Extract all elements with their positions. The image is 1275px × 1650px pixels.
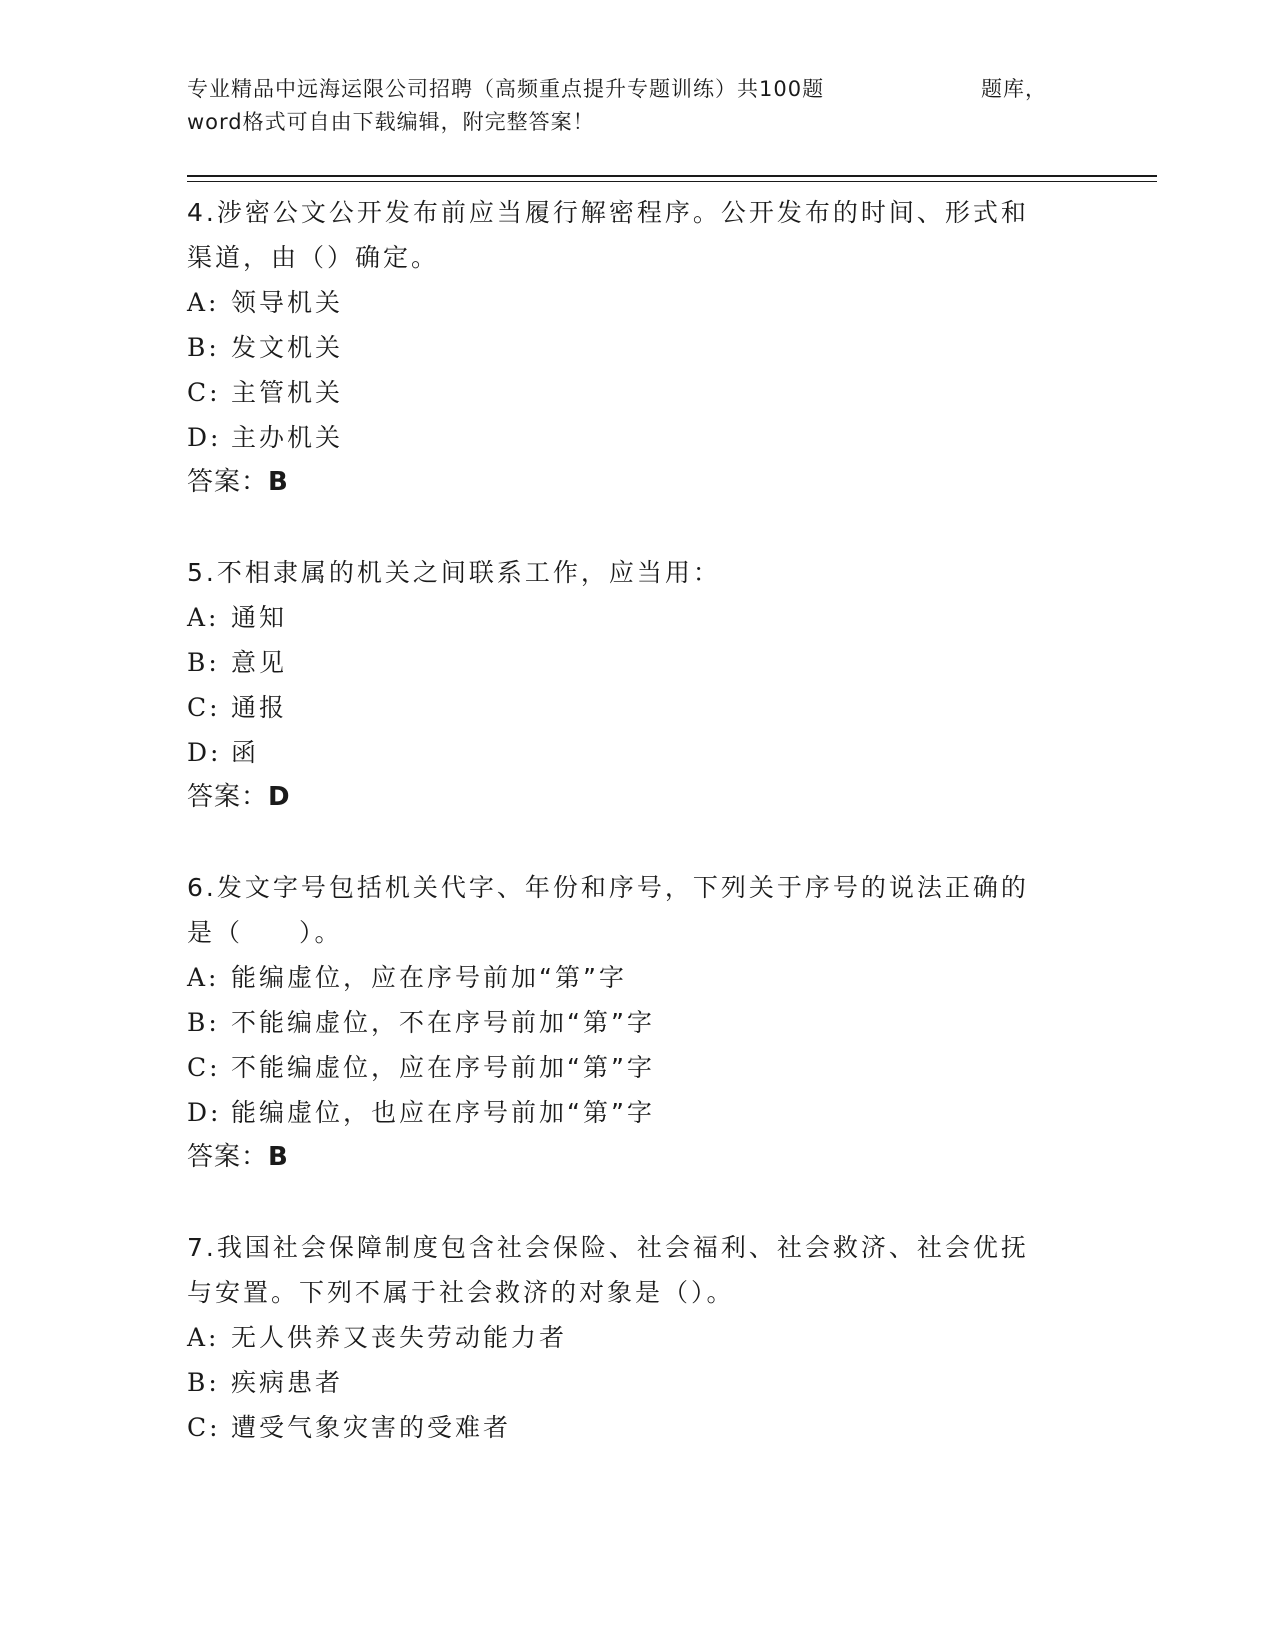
option-label: C: xyxy=(187,1053,221,1082)
question-item xyxy=(187,865,1067,1179)
question-stem-line: 是（ ）。 xyxy=(187,918,343,947)
header-line-2: word格式可自由下载编辑，附完整答案！ xyxy=(187,110,595,134)
answer-line xyxy=(187,775,1067,819)
question-stem-line: 4.涉密公文公开发布前应当履行解密程序。公开发布的时间、形式和 xyxy=(187,198,1029,227)
option-b xyxy=(187,1360,1067,1405)
question-stem-line: 渠道，由（）确定。 xyxy=(187,243,440,272)
header-divider-thin xyxy=(187,181,1157,182)
option-text: 发文机关 xyxy=(231,333,344,362)
option-text: 无人供养又丧失劳动能力者 xyxy=(231,1323,568,1352)
option-b xyxy=(187,325,1067,370)
option-text: 不能编虚位，应在序号前加“第”字 xyxy=(231,1053,655,1082)
question-stem-line: 5.不相隶属的机关之间联系工作，应当用： xyxy=(187,558,721,587)
option-label: B: xyxy=(187,1008,220,1037)
option-label: C: xyxy=(187,693,221,722)
option-text: 函 xyxy=(231,738,260,767)
answer-line xyxy=(187,460,1067,504)
header-line-1 xyxy=(187,73,1047,106)
option-text: 主管机关 xyxy=(231,378,344,407)
question-stem-line: 与安置。下列不属于社会救济的对象是（）。 xyxy=(187,1278,735,1307)
option-label: C: xyxy=(187,1413,221,1442)
option-label: A: xyxy=(187,288,220,317)
option-label: A: xyxy=(187,603,220,632)
question-list xyxy=(187,190,1067,1496)
option-c xyxy=(187,1405,1067,1450)
page-header xyxy=(187,73,1067,139)
option-label: B: xyxy=(187,1368,220,1397)
option-text: 遭受气象灾害的受难者 xyxy=(231,1413,512,1442)
option-label: D: xyxy=(187,738,222,767)
option-text: 意见 xyxy=(231,648,288,677)
option-label: A: xyxy=(187,1323,220,1352)
option-a xyxy=(187,280,1067,325)
option-label: D: xyxy=(187,423,222,452)
question-stem-line: 6.发文字号包括机关代字、年份和序号，下列关于序号的说法正确的 xyxy=(187,873,1029,902)
option-text: 疾病患者 xyxy=(231,1368,344,1397)
answer-prefix: 答案： xyxy=(187,782,269,812)
header-title: 专业精品中远海运限公司招聘（高频重点提升专题训练）共100题 xyxy=(187,77,825,101)
answer-key: B xyxy=(268,1142,289,1172)
option-label: D: xyxy=(187,1098,222,1127)
answer-prefix: 答案： xyxy=(187,1142,269,1172)
option-label: C: xyxy=(187,378,221,407)
option-text: 主办机关 xyxy=(231,423,344,452)
option-c xyxy=(187,1045,1067,1090)
answer-key: B xyxy=(268,467,289,497)
option-text: 能编虚位，也应在序号前加“第”字 xyxy=(231,1098,655,1127)
option-label: B: xyxy=(187,648,220,677)
header-divider-thick xyxy=(187,175,1157,177)
option-label: B: xyxy=(187,333,220,362)
option-label: A: xyxy=(187,963,220,992)
option-d xyxy=(187,415,1067,460)
header-title-suffix: 题库， xyxy=(981,77,1047,101)
option-text: 不能编虚位，不在序号前加“第”字 xyxy=(231,1008,655,1037)
option-a xyxy=(187,955,1067,1000)
question-item xyxy=(187,1225,1067,1450)
option-c xyxy=(187,685,1067,730)
answer-key: D xyxy=(268,782,291,812)
answer-line xyxy=(187,1135,1067,1179)
option-text: 能编虚位，应在序号前加“第”字 xyxy=(231,963,627,992)
option-a xyxy=(187,1315,1067,1360)
option-d xyxy=(187,1090,1067,1135)
option-b xyxy=(187,640,1067,685)
question-item xyxy=(187,190,1067,504)
option-d xyxy=(187,730,1067,775)
option-c xyxy=(187,370,1067,415)
option-b xyxy=(187,1000,1067,1045)
question-item xyxy=(187,550,1067,819)
option-text: 领导机关 xyxy=(231,288,344,317)
option-text: 通报 xyxy=(231,693,288,722)
option-text: 通知 xyxy=(231,603,288,632)
question-stem-line: 7.我国社会保障制度包含社会保险、社会福利、社会救济、社会优抚 xyxy=(187,1233,1029,1262)
option-a xyxy=(187,595,1067,640)
answer-prefix: 答案： xyxy=(187,467,269,497)
